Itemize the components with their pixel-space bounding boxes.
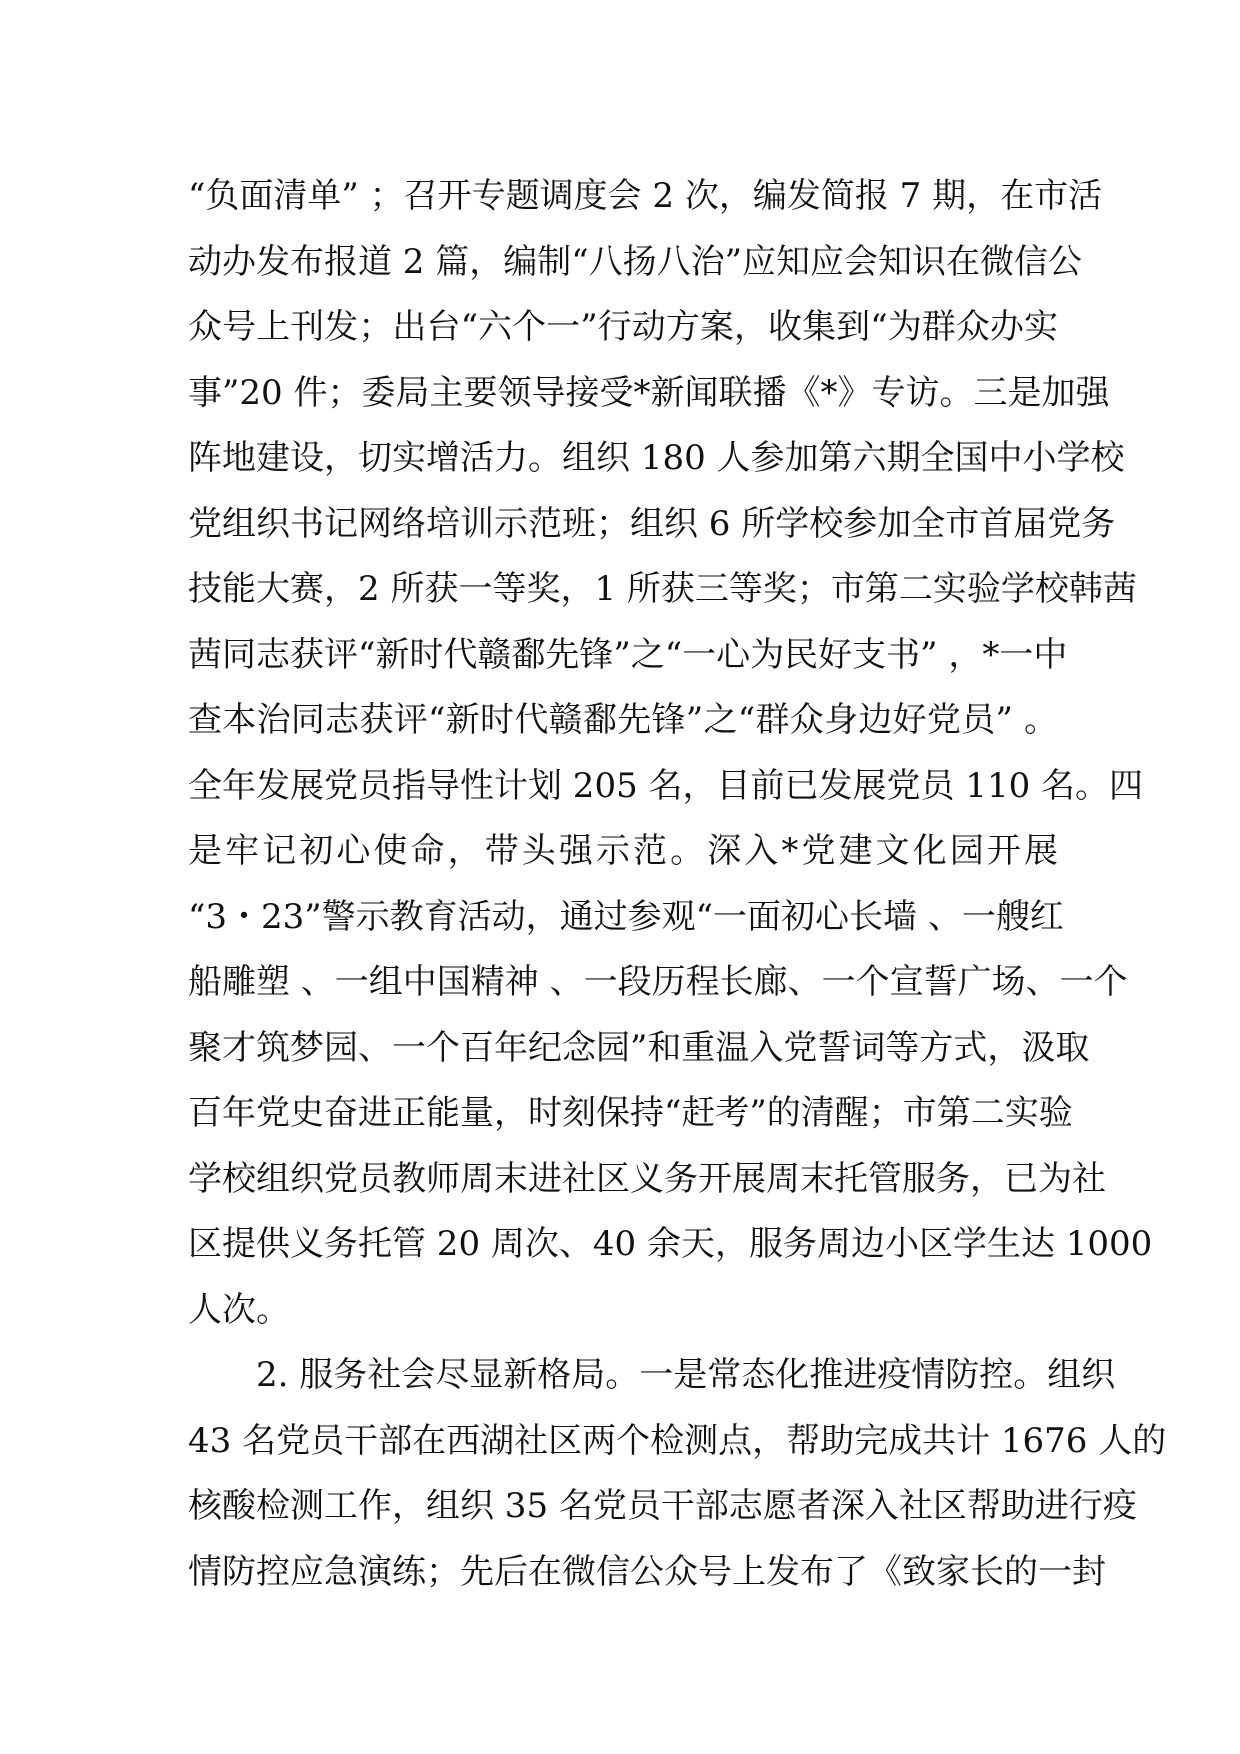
text-line: 百年党史奋进正能量，时刻保持“赶考”的清醒；市第二实验 [188, 1093, 1073, 1133]
text-line: 人次。 [188, 1289, 290, 1330]
text-line: 技能大赛，2 所获一等奖，1 所获三等奖；市第二实验学校韩茜 [188, 569, 1137, 609]
text-line: 是牢记初心使命，带头强示范。深入*党建文化园开展 [188, 831, 1058, 871]
text-line: “负面清单” ；召开专题调度会 2 次，编发简报 7 期，在市活 [188, 176, 1103, 216]
text-line: 情防控应急演练；先后在微信公众号上发布了《致家长的一封 [188, 1551, 1106, 1592]
text-line: 船雕塑 、一组中国精神 、一段历程长廊、一个宣誓广场、一个 [188, 962, 1128, 1002]
text-line: 动办发布报道 2 篇，编制“八扬八治”应知应会知识在微信公 [188, 241, 1083, 282]
text-line: 核酸检测工作，组织 35 名党员干部志愿者深入社区帮助进行疫 [188, 1486, 1137, 1526]
text-line: 阵地建设，切实增活力。组织 180 人参加第六期全国中小学校 [188, 438, 1125, 478]
text-line: 43 名党员干部在西湖社区两个检测点，帮助完成共计 1676 人的 [188, 1420, 1167, 1461]
text-line: 众号上刊发；出台“六个一”行动方案，收集到“为群众办实 [188, 307, 1058, 347]
text-line: 聚才筑梦园、一个百年纪念园”和重温入党誓词等方式，汲取 [188, 1027, 1090, 1068]
text-line: 区提供义务托管 20 周次、40 余天，服务周边小区学生达 1000 [188, 1224, 1153, 1264]
text-line: 事”20 件；委局主要领导接受*新闻联播《*》专访。三是加强 [188, 372, 1110, 413]
text-line: 党组织书记网络培训示范班；组织 6 所学校参加全市首届党务 [188, 503, 1116, 544]
text-line: 查本治同志获评“新时代赣鄱先锋”之“群众身边好党员” 。 [188, 700, 1058, 740]
text-line: 学校组织党员教师周末进社区义务开展周末托管服务，已为社 [188, 1158, 1106, 1199]
text-line: 茜同志获评“新时代赣鄱先锋”之“一心为民好支书” ，*一中 [188, 634, 1068, 675]
text-line: “3・23”警示教育活动，通过参观“一面初心长墙 、一艘红 [188, 896, 1064, 937]
text-line: 全年发展党员指导性计划 205 名，目前已发展党员 110 名。四 [188, 765, 1144, 806]
section-heading-line: 2. 服务社会尽显新格局。一是常态化推进疫情防控。组织 [256, 1355, 1116, 1395]
body-text [188, 164, 1167, 1605]
